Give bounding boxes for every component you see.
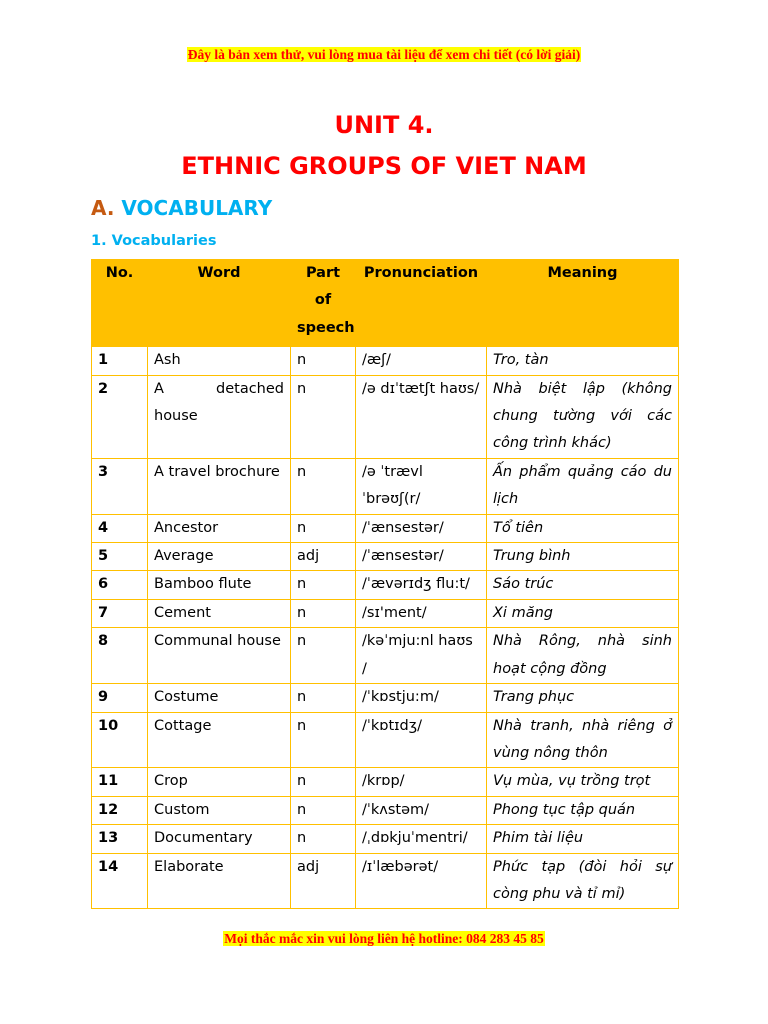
table-row	[92, 599, 679, 627]
cell-meaning: Phức tạp (đòi hỏi sự còng phu và tỉ mỉ)	[487, 853, 679, 909]
table-row	[92, 628, 679, 684]
cell-meaning: Tổ tiên	[487, 514, 679, 542]
cell-meaning: Nhà Rông, nhà sinh hoạt cộng đồng	[487, 628, 679, 684]
cell-meaning: Nhà biệt lập (không chung tường với các công trình khác)	[487, 375, 679, 458]
cell-pronunciation: /sɪ'ment/	[356, 599, 487, 627]
cell-word: Custom	[148, 796, 291, 824]
unit-title: UNIT 4.	[334, 111, 434, 139]
subsection-heading: 1. Vocabularies	[91, 233, 217, 249]
header-pronunciation: Pronunciation	[356, 260, 487, 347]
cell-pronunciation: /ə ˈtrævl ˈbrəʊʃ(r/	[356, 458, 487, 514]
cell-meaning: Vụ mùa, vụ trồng trọt	[487, 768, 679, 796]
cell-word: Elaborate	[148, 853, 291, 909]
cell-part-of-speech: n	[291, 514, 356, 542]
cell-word: Crop	[148, 768, 291, 796]
cell-word: Cottage	[148, 712, 291, 768]
cell-part-of-speech: adj	[291, 853, 356, 909]
table-row	[92, 712, 679, 768]
cell-word: Communal house	[148, 628, 291, 684]
table-row	[92, 375, 679, 458]
cell-meaning: Tro, tàn	[487, 347, 679, 375]
cell-part-of-speech: n	[291, 684, 356, 712]
cell-word: Ancestor	[148, 514, 291, 542]
table-header-row	[92, 260, 679, 347]
cell-word: Bamboo flute	[148, 571, 291, 599]
cell-pronunciation: /ˈkʌstəm/	[356, 796, 487, 824]
cell-part-of-speech: n	[291, 796, 356, 824]
cell-part-of-speech: n	[291, 375, 356, 458]
cell-word: Cement	[148, 599, 291, 627]
cell-pronunciation: /ˌdɒkjuˈmentri/	[356, 825, 487, 853]
cell-number: 12	[92, 796, 148, 824]
table-row	[92, 853, 679, 909]
hotline-notice	[0, 931, 768, 947]
cell-pronunciation: /ˈænsestər/	[356, 543, 487, 571]
table-row	[92, 458, 679, 514]
cell-number: 10	[92, 712, 148, 768]
header-meaning: Meaning	[487, 260, 679, 347]
cell-pronunciation: /ə dɪˈtætʃt haʊs/	[356, 375, 487, 458]
cell-pronunciation: /krɒp/	[356, 768, 487, 796]
cell-number: 14	[92, 853, 148, 909]
cell-word: Average	[148, 543, 291, 571]
cell-part-of-speech: n	[291, 458, 356, 514]
cell-pronunciation: /ˈævərɪdʒ flu:t/	[356, 571, 487, 599]
cell-number: 4	[92, 514, 148, 542]
cell-part-of-speech: n	[291, 571, 356, 599]
cell-word: Documentary	[148, 825, 291, 853]
cell-number: 13	[92, 825, 148, 853]
section-heading	[91, 196, 272, 220]
cell-part-of-speech: adj	[291, 543, 356, 571]
cell-number: 1	[92, 347, 148, 375]
header-part-of-speech: Part of speech	[291, 260, 356, 347]
cell-number: 11	[92, 768, 148, 796]
cell-pronunciation: /ˈkɒtɪdʒ/	[356, 712, 487, 768]
cell-number: 9	[92, 684, 148, 712]
cell-word: Costume	[148, 684, 291, 712]
cell-word: Ash	[148, 347, 291, 375]
preview-notice-text: Đây là bản xem thử, vui lòng mua tài liệu để xem chi tiết (có lời giải)	[187, 47, 581, 62]
cell-pronunciation: /æʃ/	[356, 347, 487, 375]
cell-part-of-speech: n	[291, 768, 356, 796]
vocabulary-table	[91, 259, 679, 909]
cell-meaning: Phong tục tập quán	[487, 796, 679, 824]
cell-meaning: Ấn phẩm quảng cáo du lịch	[487, 458, 679, 514]
unit-subtitle: ETHNIC GROUPS OF VIET NAM	[181, 152, 587, 180]
cell-pronunciation: /ˈkɒstju:m/	[356, 684, 487, 712]
hotline-notice-text: Mọi thắc mắc xin vui lòng liên hệ hotline: 084 283 45 85	[224, 931, 544, 946]
table-row	[92, 571, 679, 599]
cell-pronunciation: /ˈænsestər/	[356, 514, 487, 542]
cell-word: A travel brochure	[148, 458, 291, 514]
table-row	[92, 796, 679, 824]
cell-meaning: Nhà tranh, nhà riêng ở vùng nông thôn	[487, 712, 679, 768]
table-row	[92, 543, 679, 571]
table-row	[92, 684, 679, 712]
cell-part-of-speech: n	[291, 628, 356, 684]
cell-part-of-speech: n	[291, 599, 356, 627]
cell-word: A detached house	[148, 375, 291, 458]
table-row	[92, 768, 679, 796]
cell-pronunciation: /ɪˈlæbərət/	[356, 853, 487, 909]
cell-part-of-speech: n	[291, 712, 356, 768]
header-no: No.	[92, 260, 148, 347]
cell-number: 2	[92, 375, 148, 458]
section-letter: A.	[91, 196, 115, 220]
cell-number: 6	[92, 571, 148, 599]
cell-part-of-speech: n	[291, 825, 356, 853]
cell-meaning: Trang phục	[487, 684, 679, 712]
cell-number: 7	[92, 599, 148, 627]
cell-number: 3	[92, 458, 148, 514]
cell-meaning: Phim tài liệu	[487, 825, 679, 853]
cell-part-of-speech: n	[291, 347, 356, 375]
cell-pronunciation: /kəˈmju:nl haʊs /	[356, 628, 487, 684]
cell-meaning: Xi măng	[487, 599, 679, 627]
table-row	[92, 825, 679, 853]
preview-notice	[0, 47, 768, 63]
cell-meaning: Trung bình	[487, 543, 679, 571]
cell-meaning: Sáo trúc	[487, 571, 679, 599]
table-row	[92, 514, 679, 542]
cell-number: 5	[92, 543, 148, 571]
cell-number: 8	[92, 628, 148, 684]
section-name: VOCABULARY	[121, 196, 273, 220]
table-row	[92, 347, 679, 375]
header-word: Word	[148, 260, 291, 347]
